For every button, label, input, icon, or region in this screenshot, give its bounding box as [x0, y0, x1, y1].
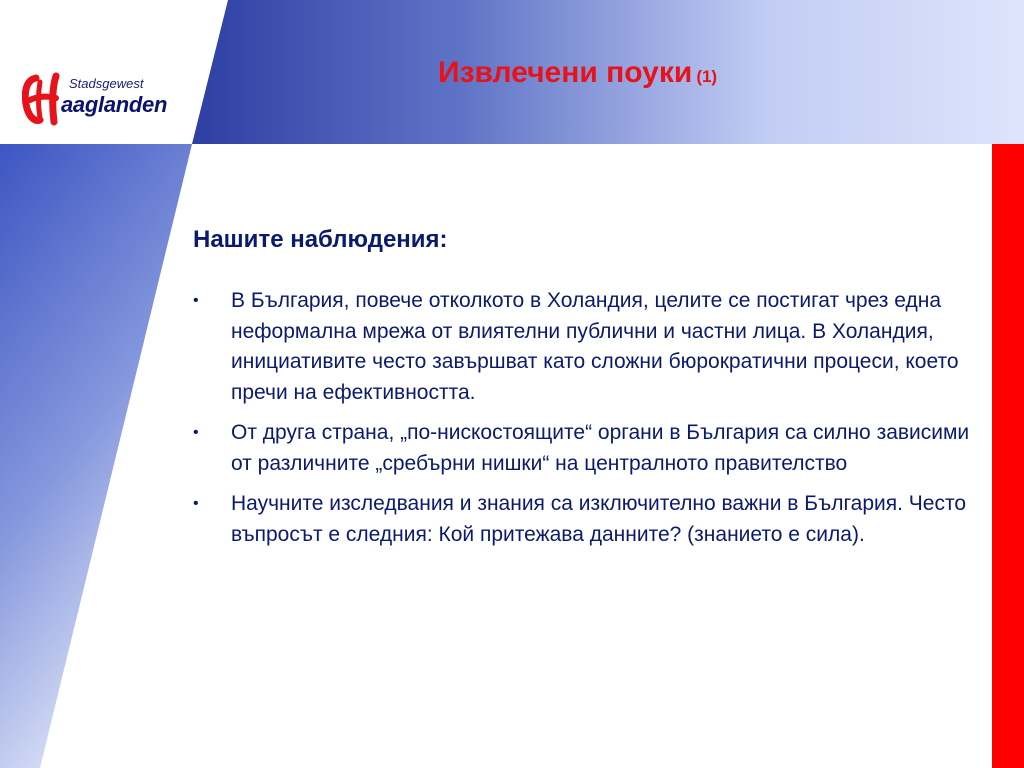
slide-title	[438, 56, 717, 90]
slide-title-text: Извлечени поуки	[438, 56, 693, 89]
list-item-text: От друга страна, „по-нискостоящите“ органи в България са силно зависими от различните „сребърни нишки“ на централното правителство	[231, 421, 970, 475]
list-item	[193, 286, 983, 408]
bullet-icon: •	[193, 424, 199, 441]
red-accent-bar	[992, 144, 1024, 768]
list-item-text: В България, повече отколкото в Холандия, целите се постигат чрез една неформална мрежа от влиятелни публични и частни лица. В Холандия, инициативите често завършват като сложни бюрократични процеси, което пречи на ефективността.	[231, 289, 959, 404]
slide-title-number: (1)	[696, 67, 718, 86]
logo-big-text: aaglanden	[61, 92, 168, 117]
list-item	[193, 489, 983, 550]
list-item-text: Научните изследвания и знания са изключително важни в България. Често въпросът е следния: Кой притежава данните? (знанието е сила).	[231, 492, 967, 546]
observations-list	[193, 286, 983, 560]
bullet-icon: •	[193, 495, 199, 512]
bullet-icon: •	[193, 292, 199, 309]
left-gradient-strip	[0, 144, 192, 768]
list-item	[193, 418, 983, 479]
haaglanden-logo	[22, 72, 202, 128]
logo-small-text: Stadsgewest	[69, 76, 144, 91]
section-heading: Нашите наблюдения:	[193, 226, 448, 253]
